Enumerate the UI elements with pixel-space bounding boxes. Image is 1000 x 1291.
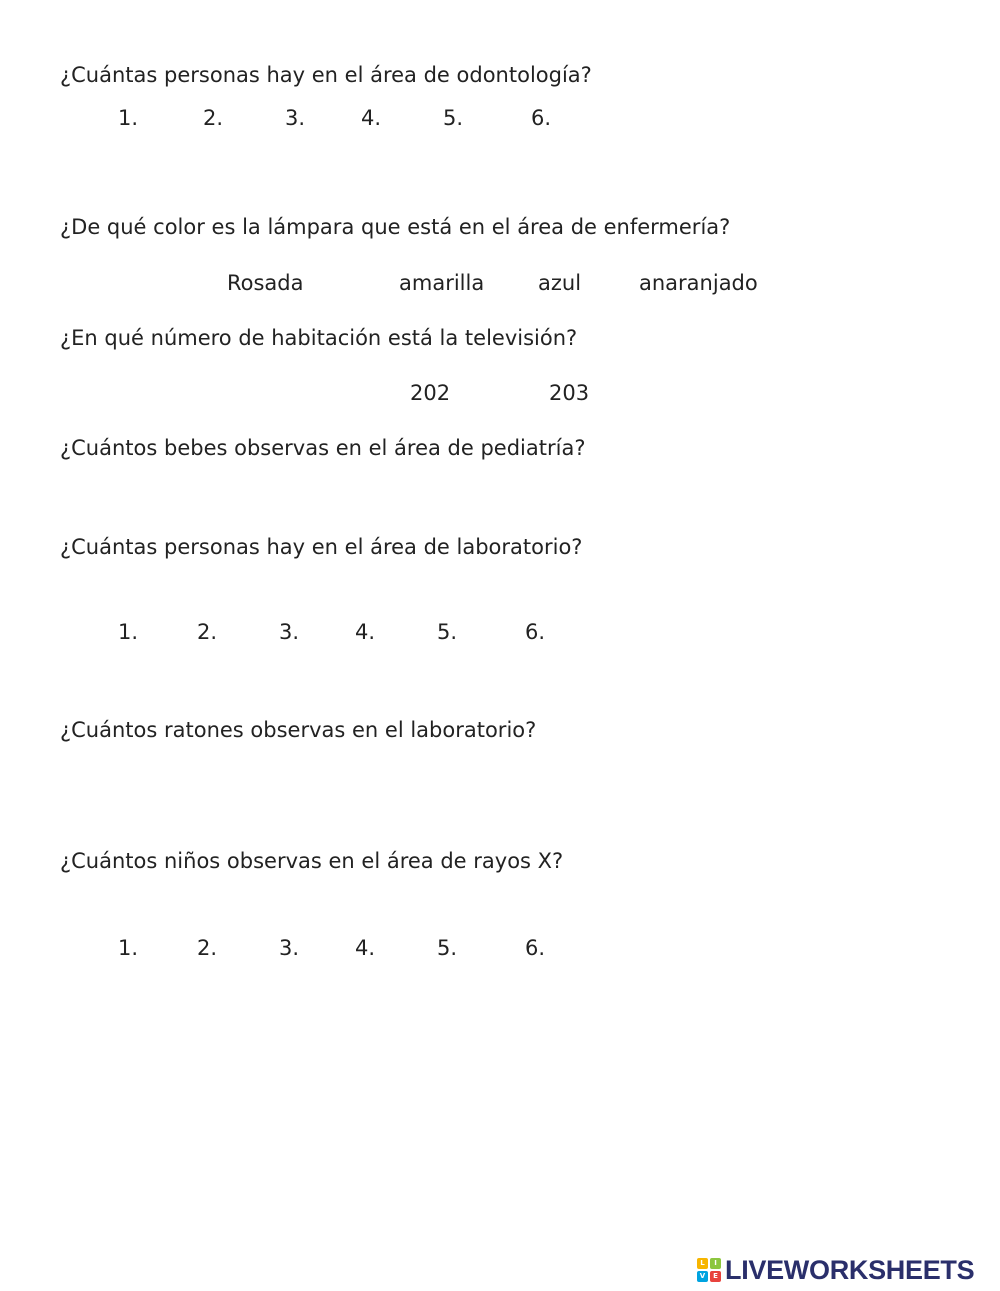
question-1-option-3[interactable]: 3. xyxy=(285,106,306,130)
question-7-option-5[interactable]: 5. xyxy=(437,936,458,960)
liveworksheets-logo xyxy=(697,1255,974,1285)
question-6-text: ¿Cuántos ratones observas en el laboratorio? xyxy=(60,718,537,742)
logo-block-e: E xyxy=(710,1271,721,1282)
question-2-option-anaranjado[interactable]: anaranjado xyxy=(639,271,758,295)
question-3-option-202[interactable]: 202 xyxy=(410,381,451,405)
question-5-option-1[interactable]: 1. xyxy=(118,620,139,644)
question-5-option-6[interactable]: 6. xyxy=(525,620,546,644)
question-7-option-1[interactable]: 1. xyxy=(118,936,139,960)
question-5-text: ¿Cuántas personas hay en el área de laboratorio? xyxy=(60,535,583,559)
question-7-option-3[interactable]: 3. xyxy=(279,936,300,960)
question-3-option-203[interactable]: 203 xyxy=(549,381,590,405)
question-2-option-azul[interactable]: azul xyxy=(538,271,582,295)
logo-block-v: V xyxy=(697,1271,708,1282)
question-2-text: ¿De qué color es la lámpara que está en el área de enfermería? xyxy=(60,215,731,239)
question-1-option-4[interactable]: 4. xyxy=(361,106,382,130)
question-2-option-rosada[interactable]: Rosada xyxy=(227,271,304,295)
question-3-text: ¿En qué número de habitación está la televisión? xyxy=(60,326,578,350)
logo-blocks-icon xyxy=(697,1258,721,1282)
question-7-text: ¿Cuántos niños observas en el área de rayos X? xyxy=(60,849,564,873)
logo-text: LIVEWORKSHEETS xyxy=(725,1254,975,1285)
question-1-option-6[interactable]: 6. xyxy=(531,106,552,130)
question-7-option-2[interactable]: 2. xyxy=(197,936,218,960)
question-1-option-1[interactable]: 1. xyxy=(118,106,139,130)
question-1-text: ¿Cuántas personas hay en el área de odontología? xyxy=(60,63,592,87)
question-2-option-amarilla[interactable]: amarilla xyxy=(399,271,485,295)
question-1-option-5[interactable]: 5. xyxy=(443,106,464,130)
question-5-option-5[interactable]: 5. xyxy=(437,620,458,644)
question-7-option-4[interactable]: 4. xyxy=(355,936,376,960)
question-7-option-6[interactable]: 6. xyxy=(525,936,546,960)
logo-block-l: L xyxy=(697,1258,708,1269)
question-5-option-3[interactable]: 3. xyxy=(279,620,300,644)
question-5-option-4[interactable]: 4. xyxy=(355,620,376,644)
question-5-option-2[interactable]: 2. xyxy=(197,620,218,644)
logo-block-i: I xyxy=(710,1258,721,1269)
question-4-text: ¿Cuántos bebes observas en el área de pediatría? xyxy=(60,436,586,460)
question-1-option-2[interactable]: 2. xyxy=(203,106,224,130)
